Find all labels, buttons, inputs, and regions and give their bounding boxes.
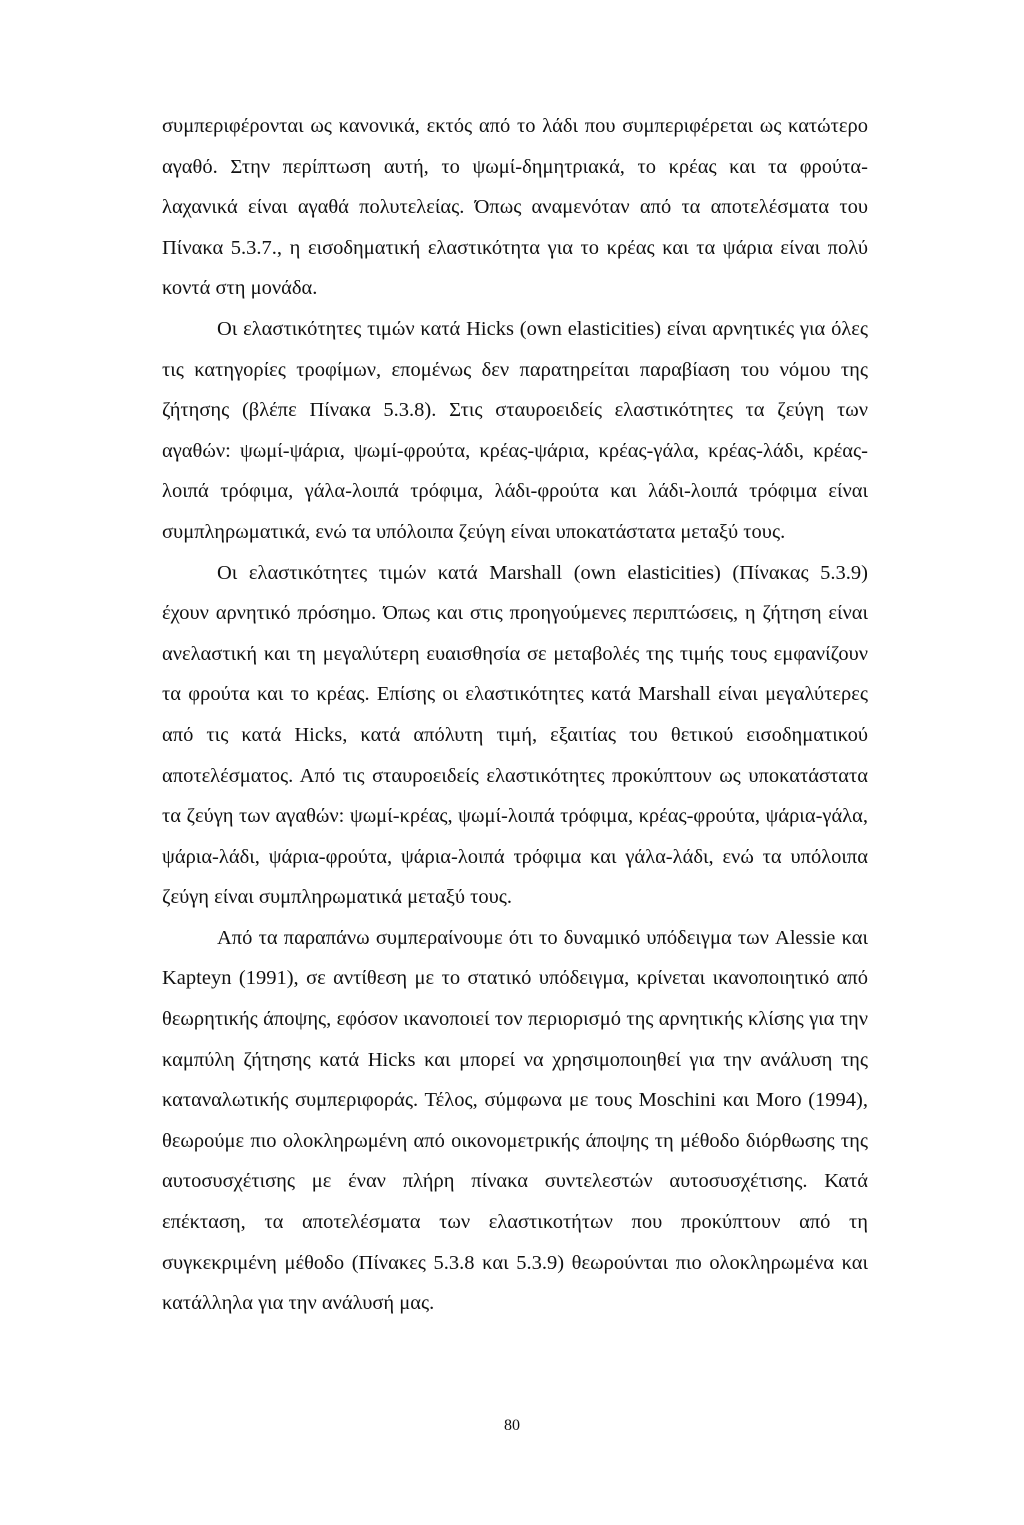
body-text [162,106,868,1324]
paragraph-hicks-elasticities: Οι ελαστικότητες τιμών κατά Hicks (own elasticities) είναι αρνητικές για όλες τις κατηγορίες τροφίμων, επομένως δεν παρατηρείται παραβίαση του νόμου της ζήτησης (βλέπε Πίνακα 5.3.8). Στις σταυροειδείς ελαστικότητες τα ζεύγη των αγαθών: ψωμί-ψάρια, ψωμί-φρούτα, κρέας-ψάρια, κρέας-γάλα, κρέας-λάδι, κρέας-λοιπά τρόφιμα, γάλα-λοιπά τρόφιμα, λάδι-φρούτα και λάδι-λοιπά τρόφιμα είναι συμπληρωματικά, ενώ τα υπόλοιπα ζεύγη είναι υποκατάστατα μεταξύ τους. [162,317,868,543]
page-number: 80 [504,1417,520,1434]
paragraph-conclusion: Από τα παραπάνω συμπεραίνουμε ότι το δυναμικό υπόδειγμα των Alessie και Kapteyn (1991), σε αντίθεση με το στατικό υπόδειγμα, κρίνεται ικανοποιητικό από θεωρητικής άποψης, εφόσον ικανοποιεί τον περιορισμό της αρνητικής κλίσης για την καμπύλη ζήτησης κατά Hicks και μπορεί να χρησιμοποιηθεί για την ανάλυση της καταναλωτικής συμπεριφοράς. Τέλος, σύμφωνα με τους Moschini και Moro (1994), θεωρούμε πιο ολοκληρωμένη από οικονομετρικής άποψης τη μέθοδο διόρθωσης της αυτοσυσχέτισης με έναν πλήρη πίνακα συντελεστών αυτοσυσχέτισης. Κατά επέκταση, τα αποτελέσματα των ελαστικοτήτων που προκύπτουν από τη συγκεκριμένη μέθοδο (Πίνακες 5.3.8 και 5.3.9) θεωρούνται πιο ολοκληρωμένα και κατάλληλα για την ανάλυσή μας. [162,926,868,1315]
paragraph-marshall-elasticities: Οι ελαστικότητες τιμών κατά Marshall (own elasticities) (Πίνακας 5.3.9) έχουν αρνητικό πρόσημο. Όπως και στις προηγούμενες περιπτώσεις, η ζήτηση είναι ανελαστική και τη μεγαλύτερη ευαισθησία σε μεταβολές της τιμής τους εμφανίζουν τα φρούτα και το κρέας. Επίσης οι ελαστικότητες κατά Marshall είναι μεγαλύτερες από τις κατά Hicks, κατά απόλυτη τιμή, εξαιτίας του θετικού εισοδηματικού αποτελέσματος. Από τις σταυροειδείς ελαστικότητες προκύπτουν ως υποκατάστατα τα ζεύγη των αγαθών: ψωμί-κρέας, ψωμί-λοιπά τρόφιμα, κρέας-φρούτα, ψάρια-γάλα, ψάρια-λάδι, ψάρια-φρούτα, ψάρια-λοιπά τρόφιμα και γάλα-λάδι, ενώ τα υπόλοιπα ζεύγη είναι συμπληρωματικά μεταξύ τους. [162,561,868,909]
paragraph-continuation: συμπεριφέρονται ως κανονικά, εκτός από το λάδι που συμπεριφέρεται ως κατώτερο αγαθό. Στην περίπτωση αυτή, το ψωμί-δημητριακά, το κρέας και τα φρούτα-λαχανικά είναι αγαθά πολυτελείας. Όπως αναμενόταν από τα αποτελέσματα του Πίνακα 5.3.7., η εισοδηματική ελαστικότητα για το κρέας και τα ψάρια είναι πολύ κοντά στη μονάδα. [162,115,868,300]
